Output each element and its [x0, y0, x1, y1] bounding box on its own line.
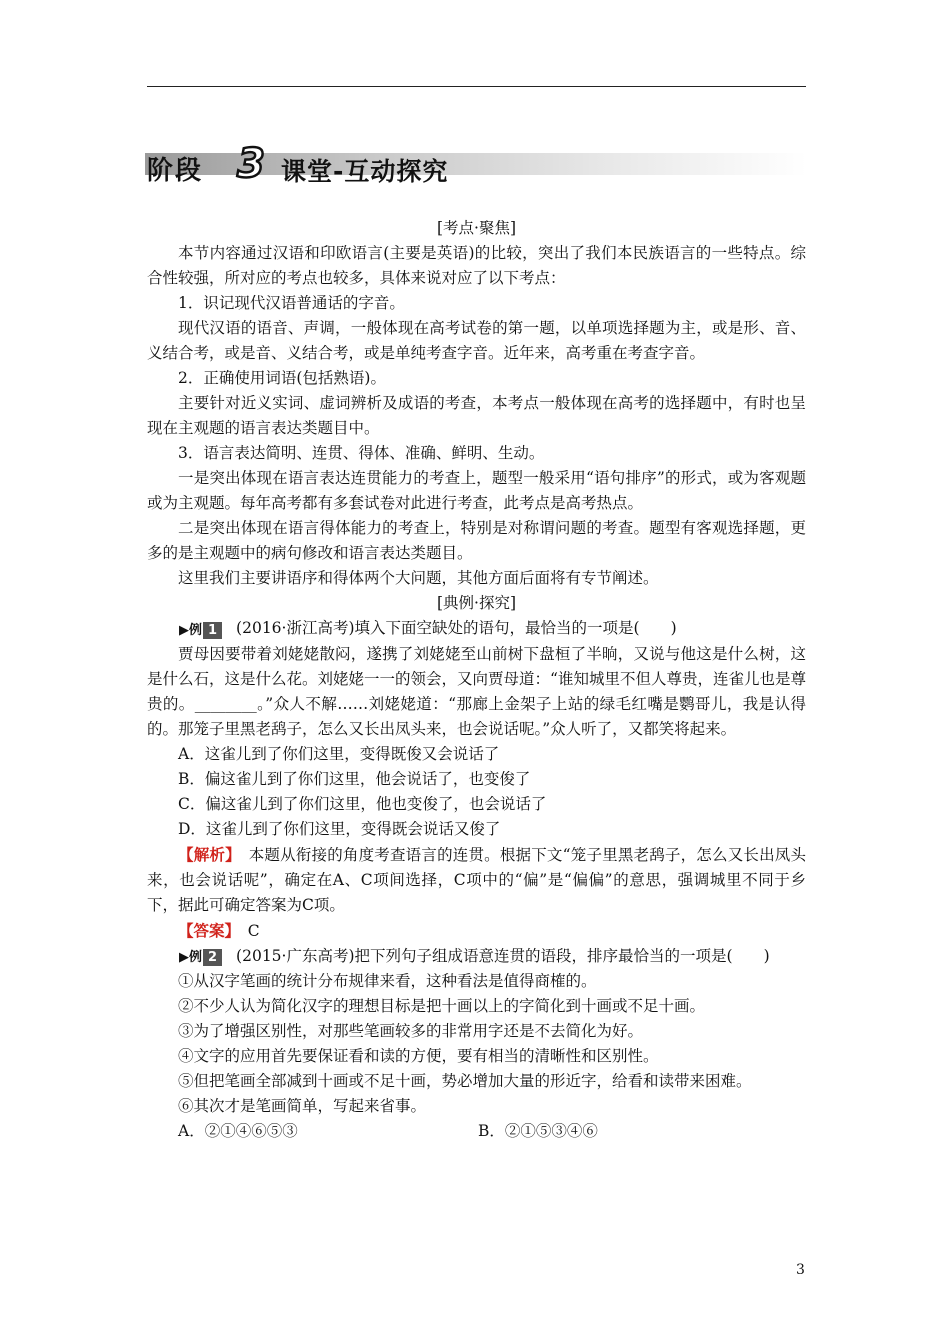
- example-2-option-a: A．②①④⑥⑤③: [178, 1122, 298, 1140]
- example-1-option-a: A．这雀儿到了你们这里，变得既俊又会说话了: [178, 744, 500, 763]
- banner-title: 课堂-互动探究: [281, 157, 449, 186]
- point-3-heading: 3．语言表达简明、连贯、得体、准确、鲜明、生动。: [178, 444, 545, 462]
- example-1-answer: [147, 918, 806, 944]
- point-3-body-1: 一是突出体现在语言表达连贯能力的考查上，题型一般采用“语句排序”的形式，或为客观题或为主观题。每年高考都有多套试卷对此进行考查，此考点是高考热点。: [147, 469, 806, 512]
- example-1-question-line: [147, 616, 806, 642]
- example-number: 1: [203, 622, 222, 639]
- point-2-heading: 2．正确使用词语(包括熟语)。: [178, 369, 386, 387]
- example-2-option-b: B．②①⑤③④⑥: [478, 1122, 598, 1140]
- example-2-sentence-3: ③为了增强区别性，对那些笔画较多的非常用字还是不去简化为好。: [178, 1022, 644, 1040]
- example-2-options: [147, 1119, 806, 1144]
- main-content: [147, 216, 806, 1144]
- example-2-sentence-6: ⑥其次才是笔画简单，写起来省事。: [178, 1097, 427, 1115]
- answer-text: C: [247, 921, 260, 940]
- analysis-tag: 【解析】: [178, 844, 234, 864]
- example-1-option-c: C．偏这雀儿到了你们这里，他也变俊了，也会说话了: [178, 794, 547, 813]
- header-rule: [147, 86, 806, 87]
- example-2-question: (2015·广东高考)把下列句子组成语意连贯的语段，排序最恰当的一项是( ): [236, 946, 770, 965]
- banner-stage-number: 3: [237, 141, 265, 187]
- point-1-body: 现代汉语的语音、声调，一般体现在高考试卷的第一题，以单项选择题为主，或是形、音、义结合考，或是音、义结合考，或是单纯考查字音。近年来，高考重在考查字音。: [147, 319, 806, 362]
- section-banner: [145, 141, 807, 187]
- example-1-question: (2016·浙江高考)填入下面空缺处的语句，最恰当的一项是( ): [236, 619, 677, 637]
- example-label: ▶例: [179, 950, 202, 965]
- point-3-body-2: 二是突出体现在语言得体能力的考查上，特别是对称谓问题的考查。题型有客观选择题，更多的是主观题中的病句修改和语言表达类题目。: [147, 519, 806, 562]
- example-2-question-line: [147, 944, 806, 970]
- example-2-badge: [178, 944, 222, 969]
- example-1-analysis: [147, 842, 806, 918]
- example-1-badge: [178, 617, 222, 642]
- example-2-sentence-5: ⑤但把笔画全部减到十画或不足十画，势必增加大量的形近字，给看和读带来困难。: [178, 1072, 752, 1090]
- example-1-option-d: D．这雀儿到了你们这里，变得既会说话又俊了: [178, 819, 501, 838]
- example-1-passage: 贾母因要带着刘姥姥散闷，遂携了刘姥姥至山前树下盘桓了半晌，又说与他这是什么树，这是什么石，这是什么花。刘姥姥一一的领会，又向贾母道：“谁知城里不但人尊贵，连雀儿也是尊贵的。________。”众人不解……刘姥姥道：“那廊上金架子上站的绿毛红嘴是鹦哥儿，我是认得的。那笼子里黑老鸹子，怎么又长出凤头来，也会说话呢。”众人听了，又都笑将起来。: [147, 644, 806, 738]
- intro-paragraph: 本节内容通过汉语和印欧语言(主要是英语)的比较，突出了我们本民族语言的一些特点。综合性较强，所对应的考点也较多，具体来说对应了以下考点：: [147, 244, 806, 287]
- point-1-heading: 1．识记现代汉语普通话的字音。: [178, 294, 405, 312]
- example-2-sentence-2: ②不少人认为简化汉字的理想目标是把十画以上的字简化到十画或不足十画。: [178, 997, 706, 1015]
- example-label: ▶例: [179, 622, 202, 638]
- analysis-text: 本题从衔接的角度考查语言的连贯。根据下文“笼子里黑老鸹子，怎么又长出凤头来，也会说话呢”，确定在A、C项间选择，C项中的“偏”是“偏偏”的意思，强调城里不同于乡下，据此可确定答案为C项。: [147, 845, 806, 914]
- example-2-sentence-4: ④文字的应用首先要保证看和读的方便，要有相当的清晰性和区别性。: [178, 1047, 659, 1065]
- example-2-sentence-1: ①从汉字笔画的统计分布规律来看，这种看法是值得商榷的。: [178, 972, 597, 990]
- focus-heading: [考点·聚焦]: [436, 219, 517, 237]
- examples-heading: [典例·探究]: [436, 594, 517, 612]
- banner-stage-label: 阶段: [147, 156, 204, 186]
- answer-tag: 【答案】: [178, 920, 233, 940]
- example-1-option-b: B．偏这雀儿到了你们这里，他会说话了，也变俊了: [178, 769, 531, 788]
- page-number: 3: [796, 1262, 805, 1278]
- example-number: 2: [203, 949, 222, 966]
- point-3-body-3: 这里我们主要讲语序和得体两个大问题，其他方面后面将有专节阐述。: [178, 569, 659, 587]
- point-2-body: 主要针对近义实词、虚词辨析及成语的考查，本考点一般体现在高考的选择题中，有时也呈现在主观题的语言表达类题目中。: [147, 394, 806, 437]
